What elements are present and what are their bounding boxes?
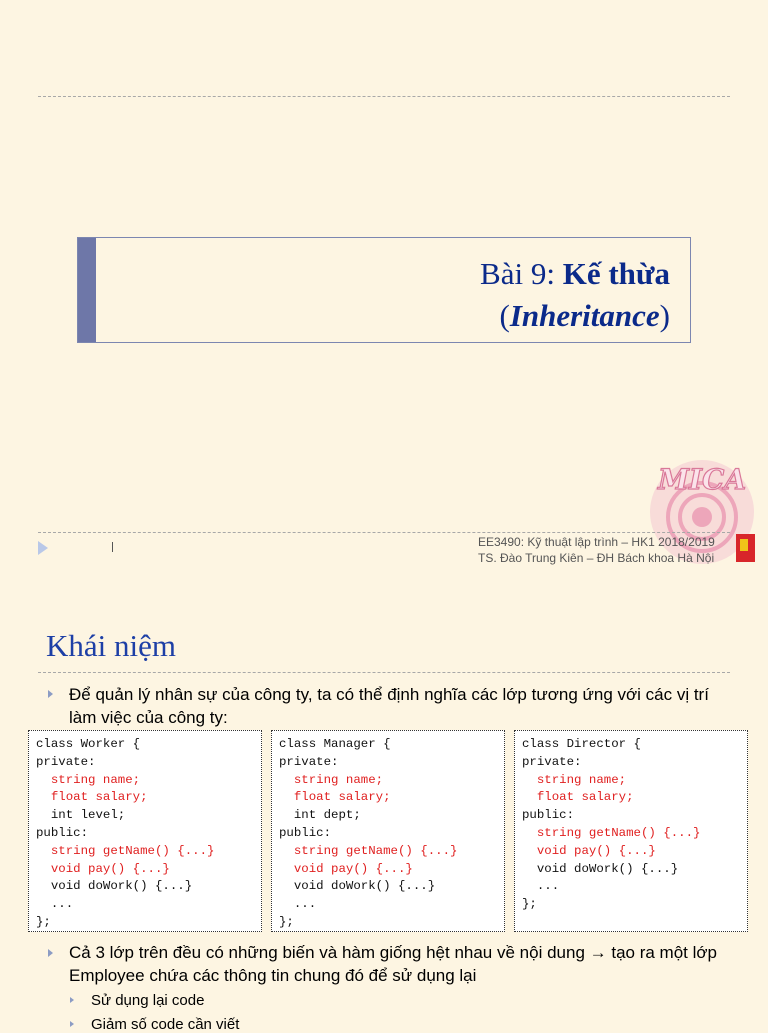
- code-line: class Worker {: [36, 737, 141, 751]
- nav-arrow-icon: [38, 541, 48, 555]
- title-open-paren: (: [499, 298, 510, 333]
- logo-text: MICA: [657, 463, 747, 496]
- footer-course: EE3490: Kỹ thuật lập trình – HK1 2018/2019: [478, 535, 715, 549]
- code-line: private:: [36, 754, 96, 769]
- bullet-icon: [48, 949, 53, 957]
- code-line: public:: [522, 808, 575, 823]
- university-logo-icon: [736, 534, 755, 562]
- code-line: string name;: [36, 772, 141, 787]
- code-line: ...: [36, 897, 74, 912]
- title-accent-bar: [78, 238, 96, 342]
- code-box-director: [514, 730, 748, 932]
- code-line: float salary;: [522, 790, 634, 805]
- code-line: void doWork() {...}: [279, 879, 436, 894]
- sub-bullet-2: Giảm số code cần viết: [91, 1016, 240, 1033]
- code-line: private:: [522, 754, 582, 769]
- code-line: ...: [279, 897, 317, 912]
- code-line: class Manager {: [279, 737, 391, 751]
- code-line: void doWork() {...}: [522, 861, 679, 876]
- code-line: private:: [279, 754, 339, 769]
- code-line: ...: [522, 879, 560, 894]
- code-line: string name;: [279, 772, 384, 787]
- code-line: void pay() {...}: [36, 861, 170, 876]
- code-line: void pay() {...}: [522, 843, 656, 858]
- code-box-manager: [271, 730, 505, 932]
- code-line: public:: [279, 825, 332, 840]
- code-line: string getName() {...}: [279, 843, 458, 858]
- code-line: public:: [36, 825, 89, 840]
- title-divider: [38, 672, 730, 673]
- page-marker: [112, 542, 113, 552]
- code-line: void pay() {...}: [279, 861, 413, 876]
- title-main: Kế thừa: [562, 256, 670, 291]
- bottom-divider: [38, 532, 730, 533]
- code-line: float salary;: [279, 790, 391, 805]
- code-line: string name;: [522, 772, 627, 787]
- code-line: string getName() {...}: [522, 825, 701, 840]
- title-box: [77, 237, 691, 343]
- title-close-paren: ): [659, 298, 670, 333]
- title-line-1: [480, 256, 670, 292]
- code-line: };: [279, 914, 294, 929]
- sub-bullet-icon: [70, 997, 74, 1003]
- code-line: void doWork() {...}: [36, 879, 193, 894]
- top-divider: [38, 96, 730, 97]
- sub-bullet-1: Sử dụng lại code: [91, 992, 205, 1009]
- title-english: Inheritance: [509, 298, 660, 333]
- footer-author: TS. Đào Trung Kiên – ĐH Bách khoa Hà Nội: [478, 551, 715, 565]
- title-prefix: Bài 9:: [480, 256, 563, 291]
- bullet-2: Cả 3 lớp trên đều có những biến và hàm giống hệt nhau về nội dung → tạo ra một lớp Employee chứa các thông tin chung đó để sử dụng lại: [69, 943, 717, 985]
- bullet-1: Để quản lý nhân sự của công ty, ta có thể định nghĩa các lớp tương ứng với các vị trí làm việc của công ty:: [69, 685, 709, 727]
- slide-title: Khái niệm: [46, 628, 176, 663]
- code-line: float salary;: [36, 790, 148, 805]
- code-line: int dept;: [279, 808, 361, 823]
- code-line: int level;: [36, 808, 126, 823]
- code-line: };: [522, 897, 537, 912]
- title-line-2: [499, 298, 670, 334]
- concept-slide: [0, 584, 768, 1033]
- code-line: class Director {: [522, 737, 641, 751]
- bullet-icon: [48, 690, 53, 698]
- code-box-worker: [28, 730, 262, 932]
- code-line: string getName() {...}: [36, 843, 215, 858]
- sub-bullet-icon: [70, 1021, 74, 1027]
- code-line: };: [36, 914, 51, 929]
